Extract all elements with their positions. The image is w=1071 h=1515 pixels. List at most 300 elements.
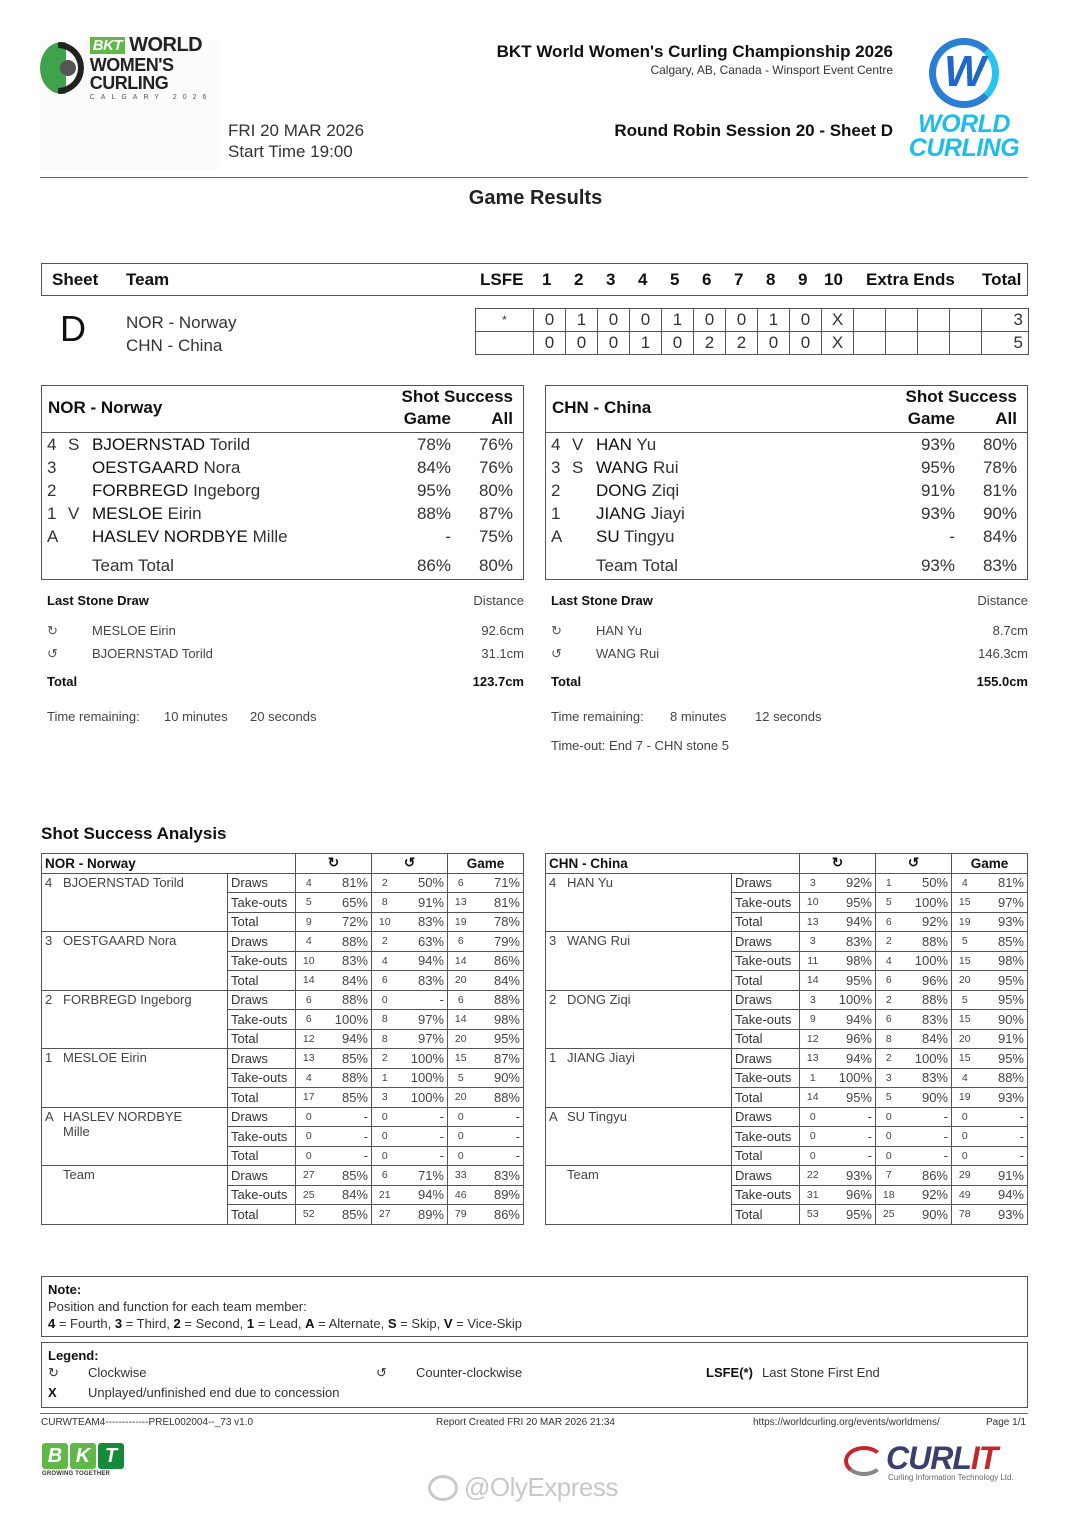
shot-type: Take-outs: [228, 1068, 296, 1088]
team-total-game: 86%: [416, 556, 451, 575]
shot-pct: 100%: [902, 951, 952, 971]
shot-success-label: Shot Success: [905, 387, 1017, 406]
shot-count: 12: [296, 1029, 322, 1049]
player-name: BJOERNSTAD Torild: [63, 874, 184, 890]
end-score: 1: [758, 309, 790, 332]
clockwise-icon: ↻: [551, 623, 562, 638]
shot-analysis-table: [545, 853, 1028, 1225]
shot-count: 2: [372, 873, 398, 893]
col-end-8: 8: [766, 270, 776, 289]
shot-count: 52: [296, 1205, 322, 1225]
col-end-2: 2: [574, 270, 584, 289]
player-name: [596, 527, 674, 547]
player-all-pct: 84%: [982, 527, 1017, 546]
player-row: [546, 527, 1027, 550]
shot-pct: 84%: [902, 1029, 952, 1049]
player-all-pct: 78%: [982, 458, 1017, 477]
shot-type: Draws: [228, 990, 296, 1010]
col-game: Game: [403, 409, 451, 428]
shot-count: 6: [296, 1010, 322, 1030]
counter-clockwise-icon: ↺: [376, 1365, 387, 1380]
shot-pct: -: [398, 1107, 448, 1127]
shot-pct: 97%: [398, 1010, 448, 1030]
end-score: 0: [726, 309, 758, 332]
end-score: 0: [694, 309, 726, 332]
player-position: 3: [549, 933, 557, 948]
shot-count: 0: [372, 1107, 398, 1127]
extra-end-score: [918, 332, 950, 355]
page-title: Game Results: [468, 187, 603, 209]
team-total-row: [42, 556, 523, 579]
shot-count: 13: [800, 1049, 826, 1069]
shot-count: 5: [296, 893, 322, 913]
shot-count: 4: [952, 1068, 978, 1088]
lsd-player: BJOERNSTAD Torild: [92, 646, 213, 661]
shot-count: 3: [800, 932, 826, 952]
lsd-player: WANG Rui: [596, 646, 660, 661]
shot-count: 1: [372, 1068, 398, 1088]
shot-pct: 86%: [474, 951, 524, 971]
shot-pct: 90%: [474, 1068, 524, 1088]
shot-type: Take-outs: [732, 1127, 800, 1147]
col-end-6: 6: [702, 270, 712, 289]
shot-count: 4: [296, 873, 322, 893]
shot-pct: -: [322, 1107, 372, 1127]
analysis-player: [42, 873, 228, 932]
shot-pct: -: [902, 1127, 952, 1147]
shot-pct: 90%: [902, 1088, 952, 1108]
shot-count: 0: [952, 1107, 978, 1127]
extra-end-score: [950, 309, 982, 332]
col-total: Total: [982, 270, 1022, 289]
player-function: S: [68, 435, 80, 454]
note-value: = Second,: [180, 1316, 247, 1331]
shot-pct: 90%: [978, 1010, 1028, 1030]
player-position: 3: [45, 933, 53, 948]
player-position: 1: [551, 504, 561, 523]
player-first-name: Nora: [203, 458, 241, 477]
shot-count: 4: [296, 932, 322, 952]
player-function: S: [572, 458, 584, 477]
shot-pct: 81%: [322, 873, 372, 893]
player-name: [596, 504, 685, 524]
analysis-row: [546, 873, 1028, 893]
shot-type: Take-outs: [732, 951, 800, 971]
shot-pct: 96%: [826, 1029, 876, 1049]
player-game-pct: 91%: [920, 481, 955, 500]
lsd-distance: 92.6cm: [481, 623, 524, 638]
shot-pct: 93%: [978, 1205, 1028, 1225]
shot-type: Draws: [732, 932, 800, 952]
lsd-distance: 8.7cm: [992, 623, 1028, 638]
shot-count: 13: [800, 912, 826, 932]
analysis-player: [546, 1107, 732, 1166]
shot-type: Draws: [732, 990, 800, 1010]
shot-count: 5: [952, 932, 978, 952]
analysis-header: [42, 854, 524, 874]
shot-pct: 100%: [826, 990, 876, 1010]
shot-count: 0: [876, 1127, 902, 1147]
lsd-distance: 31.1cm: [481, 646, 524, 661]
shot-count: 19: [448, 912, 474, 932]
player-name: FORBREGD Ingeborg: [63, 991, 192, 1007]
shot-pct: 83%: [902, 1068, 952, 1088]
player-name: Team: [63, 1167, 95, 1182]
player-name: [596, 481, 679, 501]
shot-pct: 50%: [902, 873, 952, 893]
player-position: 1: [47, 504, 57, 523]
lsd-total-label: Total: [551, 674, 582, 689]
shot-count: 0: [448, 1127, 474, 1147]
col-end-10: 10: [824, 270, 843, 289]
player-first-name: Torild: [209, 435, 251, 454]
note-key: 1: [246, 1316, 255, 1331]
shot-count: 1: [876, 873, 902, 893]
analysis-player: [42, 932, 228, 991]
player-last-name: HAN: [596, 435, 632, 454]
shot-count: 2: [876, 932, 902, 952]
player-all-pct: 90%: [982, 504, 1017, 523]
player-game-pct: 93%: [920, 504, 955, 523]
shot-type: Draws: [228, 1166, 296, 1186]
shot-count: 3: [876, 1068, 902, 1088]
shot-count: 7: [876, 1166, 902, 1186]
shot-count: 6: [876, 1010, 902, 1030]
team-panel: [545, 385, 1028, 580]
legend-x: Unplayed/unfinished end due to concession: [88, 1385, 340, 1400]
player-row: [42, 504, 523, 527]
shot-type: Draws: [228, 932, 296, 952]
shot-pct: 81%: [474, 893, 524, 913]
analysis-row: [42, 932, 524, 952]
player-position: A: [551, 527, 563, 546]
event-venue: Calgary, AB, Canada - Winsport Event Centre: [650, 63, 893, 77]
shot-count: 5: [448, 1068, 474, 1088]
analysis-row: [42, 990, 524, 1010]
col-sheet: Sheet: [52, 270, 99, 289]
shot-pct: 85%: [322, 1088, 372, 1108]
shot-count: 33: [448, 1166, 474, 1186]
player-game-pct: 93%: [920, 435, 955, 454]
analysis-row: [546, 1166, 1028, 1186]
shot-pct: 89%: [398, 1205, 448, 1225]
shot-count: 8: [876, 1029, 902, 1049]
shot-pct: 88%: [474, 1088, 524, 1108]
shot-pct: 85%: [978, 932, 1028, 952]
note-key: A: [305, 1316, 315, 1331]
logo-line2: WOMEN'S CURLING: [89, 55, 174, 93]
player-position: 3: [47, 458, 57, 477]
extra-end-score: [950, 332, 982, 355]
player-row: [42, 481, 523, 504]
shot-count: 6: [296, 990, 322, 1010]
shot-count: 20: [952, 971, 978, 991]
extra-end-score: [918, 309, 950, 332]
player-first-name: Eirin: [167, 504, 202, 523]
end-score: 2: [726, 332, 758, 355]
counter-clockwise-icon: ↺: [47, 646, 58, 661]
shot-count: 21: [372, 1185, 398, 1205]
end-score: 1: [662, 309, 694, 332]
shot-type: Take-outs: [228, 951, 296, 971]
shot-pct: 95%: [978, 990, 1028, 1010]
end-score: 0: [790, 309, 822, 332]
curlit-name-b: IT: [970, 1440, 998, 1476]
shot-type: Take-outs: [732, 893, 800, 913]
end-score: 0: [758, 332, 790, 355]
team-total-all: 83%: [982, 556, 1017, 575]
shot-type: Total: [732, 971, 800, 991]
game-date: FRI 20 MAR 2026: [228, 121, 365, 140]
shot-pct: 83%: [322, 951, 372, 971]
analysis-team-name: NOR - Norway: [42, 854, 296, 874]
shot-count: 15: [952, 1010, 978, 1030]
shot-pct: 97%: [978, 893, 1028, 913]
player-game-pct: 84%: [416, 458, 451, 477]
start-time: Start Time 19:00: [228, 142, 353, 161]
col-game: Game: [448, 854, 524, 874]
time-remaining-label: Time remaining:: [551, 709, 644, 724]
shot-pct: 95%: [826, 1205, 876, 1225]
analysis-header: [546, 854, 1028, 874]
note-key: 2: [173, 1316, 181, 1331]
shot-count: 78: [952, 1205, 978, 1225]
analysis-row: [42, 1166, 524, 1186]
player-function: V: [572, 435, 584, 454]
end-score: 1: [630, 332, 662, 355]
shot-pct: 72%: [322, 912, 372, 932]
world-curling-logo: [898, 38, 1030, 170]
shot-count: 14: [800, 971, 826, 991]
player-position: 2: [47, 481, 57, 500]
shot-pct: -: [398, 1146, 448, 1166]
col-lsfe: LSFE: [480, 270, 524, 289]
note-value: = Skip,: [396, 1316, 444, 1331]
bkt-tagline: GROWING TOGETHER: [42, 1471, 111, 1477]
player-position: A: [45, 1108, 54, 1124]
player-row: [546, 481, 1027, 504]
shot-pct: 88%: [978, 1068, 1028, 1088]
shot-count: 14: [296, 971, 322, 991]
shot-count: 10: [372, 912, 398, 932]
curlit-name-a: CURL: [886, 1440, 971, 1476]
shot-count: 4: [296, 1068, 322, 1088]
shot-pct: 92%: [826, 873, 876, 893]
shot-pct: 94%: [826, 1010, 876, 1030]
shot-type: Draws: [228, 1107, 296, 1127]
shot-type: Draws: [732, 1107, 800, 1127]
logo-bkt-badge: BKT: [90, 37, 125, 54]
shot-count: 0: [296, 1146, 322, 1166]
clockwise-icon: ↻: [48, 1365, 59, 1380]
end-score: 2: [694, 332, 726, 355]
shot-count: 25: [876, 1205, 902, 1225]
note-line1: Position and function for each team member:: [48, 1299, 307, 1314]
shot-count: 13: [448, 893, 474, 913]
shot-count: 27: [296, 1166, 322, 1186]
shot-count: 5: [952, 990, 978, 1010]
shot-pct: -: [826, 1107, 876, 1127]
shot-type: Take-outs: [228, 893, 296, 913]
time-remaining-minutes: 8 minutes: [670, 709, 727, 724]
total-score: 3: [982, 309, 1029, 332]
total-score: 5: [982, 332, 1029, 355]
extra-end-score: [854, 309, 886, 332]
time-remaining-seconds: 12 seconds: [755, 709, 822, 724]
shot-type: Total: [732, 1205, 800, 1225]
col-game: Game: [907, 409, 955, 428]
player-name: HAN Yu: [567, 874, 614, 890]
shot-pct: 100%: [398, 1088, 448, 1108]
team-name-chn: CHN - China: [126, 336, 223, 355]
event-url[interactable]: https://worldcurling.org/events/worldmens/: [753, 1417, 940, 1428]
curling-globe-icon: [40, 42, 84, 94]
lsfe-cell: *: [476, 309, 534, 332]
legend-title: Legend:: [48, 1348, 99, 1363]
shot-pct: 83%: [826, 932, 876, 952]
shot-pct: 87%: [474, 1049, 524, 1069]
bkt-letter: B: [42, 1443, 68, 1469]
shot-pct: 98%: [474, 1010, 524, 1030]
weibo-icon: [428, 1475, 458, 1501]
report-created: Report Created FRI 20 MAR 2026 21:34: [436, 1417, 615, 1428]
lsd-total: 155.0cm: [976, 674, 1028, 689]
analysis-player: [546, 1166, 732, 1225]
end-score: 0: [662, 332, 694, 355]
analysis-row: [546, 990, 1028, 1010]
shot-count: 15: [448, 1049, 474, 1069]
linescore-table: [475, 308, 1029, 355]
shot-pct: 78%: [474, 912, 524, 932]
shot-type: Draws: [732, 1049, 800, 1069]
shot-pct: 83%: [398, 912, 448, 932]
sheet-letter: D: [60, 308, 86, 349]
player-row: [546, 504, 1027, 527]
player-last-name: FORBREGD: [92, 481, 189, 500]
player-game-pct: 95%: [416, 481, 451, 500]
player-row: [42, 458, 523, 481]
shot-pct: 98%: [978, 951, 1028, 971]
header-divider: [40, 177, 1028, 178]
player-row: [42, 527, 523, 550]
shot-pct: 86%: [902, 1166, 952, 1186]
note-title: Note:: [48, 1282, 82, 1297]
shot-pct: 94%: [398, 951, 448, 971]
time-remaining-seconds: 20 seconds: [250, 709, 317, 724]
shot-count: 49: [952, 1185, 978, 1205]
shot-pct: -: [474, 1127, 524, 1147]
shot-pct: 100%: [322, 1010, 372, 1030]
analysis-row: [42, 873, 524, 893]
shot-type: Total: [228, 1088, 296, 1108]
team-name-nor: NOR - Norway: [126, 313, 237, 332]
team-panel-name: CHN - China: [552, 398, 652, 417]
col-end-3: 3: [606, 270, 616, 289]
player-last-name: OESTGAARD: [92, 458, 199, 477]
team-panel-header: [42, 386, 523, 433]
shot-pct: 92%: [902, 1185, 952, 1205]
analysis-player: [42, 1166, 228, 1225]
shot-pct: -: [978, 1146, 1028, 1166]
analysis-row: [546, 1049, 1028, 1069]
note-value: = Fourth,: [55, 1316, 115, 1331]
player-game-pct: 88%: [416, 504, 451, 523]
end-score: 0: [630, 309, 662, 332]
shot-type: Take-outs: [732, 1068, 800, 1088]
game-datetime: [228, 120, 364, 162]
shot-pct: 91%: [978, 1029, 1028, 1049]
shot-pct: 93%: [826, 1166, 876, 1186]
team-total-label: Team Total: [92, 556, 174, 575]
shot-count: 27: [372, 1205, 398, 1225]
player-row: [546, 458, 1027, 481]
shot-pct: 95%: [826, 971, 876, 991]
shot-count: 0: [800, 1107, 826, 1127]
shot-pct: 95%: [978, 1049, 1028, 1069]
player-function: V: [68, 504, 80, 523]
player-all-pct: 75%: [478, 527, 513, 546]
shot-count: 20: [448, 1029, 474, 1049]
time-remaining-label: Time remaining:: [47, 709, 140, 724]
player-name: JIANG Jiayi: [567, 1050, 635, 1065]
note-box: [41, 1276, 1028, 1337]
note-key: 4: [48, 1316, 56, 1331]
shot-count: 11: [800, 951, 826, 971]
legend-clockwise: Clockwise: [88, 1365, 147, 1380]
player-position: 4: [551, 435, 561, 454]
shot-count: 15: [952, 1049, 978, 1069]
counter-clockwise-icon: ↺: [372, 854, 448, 874]
end-score: 1: [566, 309, 598, 332]
shot-count: 0: [448, 1146, 474, 1166]
shot-pct: 100%: [826, 1068, 876, 1088]
shot-type: Draws: [732, 1166, 800, 1186]
shot-count: 17: [296, 1088, 322, 1108]
shot-pct: 91%: [978, 1166, 1028, 1186]
timeout-info: Time-out: End 7 - CHN stone 5: [551, 738, 729, 753]
shot-analysis-table: [41, 853, 524, 1225]
shot-pct: -: [322, 1146, 372, 1166]
shot-pct: 88%: [322, 1068, 372, 1088]
linescore-row-nor: [476, 309, 1029, 332]
shot-pct: 83%: [902, 1010, 952, 1030]
wc-logo-line2: CURLING: [908, 134, 1020, 162]
shot-count: 0: [876, 1107, 902, 1127]
player-game-pct: 78%: [416, 435, 451, 454]
end-score: 0: [598, 309, 630, 332]
player-all-pct: 80%: [478, 481, 513, 500]
player-all-pct: 87%: [478, 504, 513, 523]
shot-count: 19: [952, 912, 978, 932]
watermark: [428, 1472, 618, 1503]
extra-end-score: [886, 309, 918, 332]
shot-pct: 96%: [826, 1185, 876, 1205]
analysis-player: [546, 873, 732, 932]
shot-count: 0: [952, 1146, 978, 1166]
shot-pct: -: [826, 1127, 876, 1147]
analysis-row: [546, 932, 1028, 952]
curlit-sponsor-logo: [840, 1440, 1014, 1482]
clockwise-icon: ↻: [296, 854, 372, 874]
player-row: [546, 435, 1027, 458]
lsd-player: HAN Yu: [596, 623, 643, 638]
shot-count: 6: [372, 1166, 398, 1186]
extra-end-score: [886, 332, 918, 355]
player-all-pct: 80%: [982, 435, 1017, 454]
shot-pct: -: [978, 1107, 1028, 1127]
shot-count: 46: [448, 1185, 474, 1205]
event-title: BKT World Women's Curling Championship 2026: [496, 42, 893, 61]
